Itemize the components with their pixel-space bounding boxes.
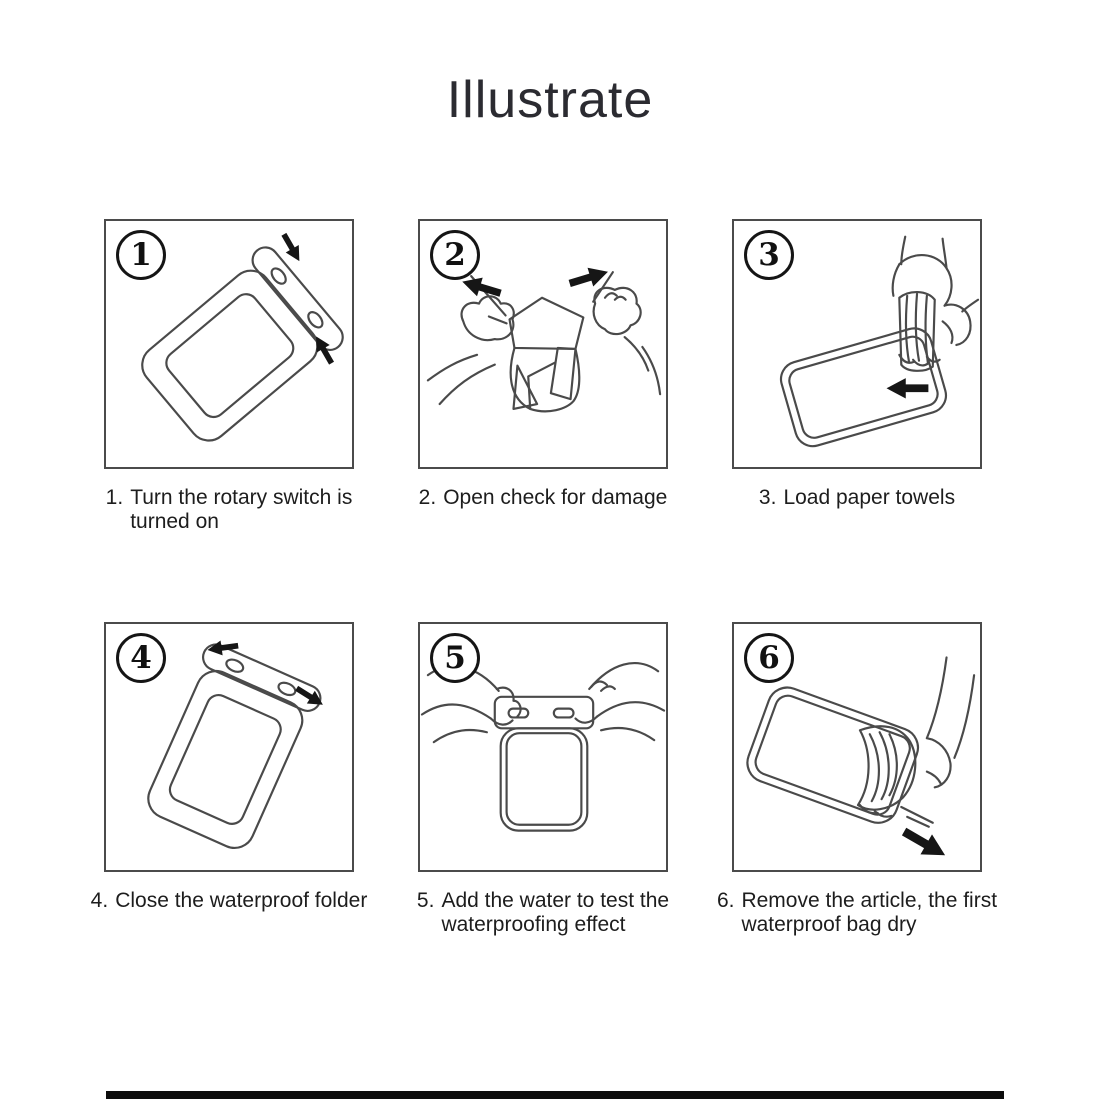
step-card-5 [418, 622, 668, 937]
bag-fold-line [528, 363, 555, 409]
steps-grid [90, 219, 998, 937]
step-number-badge: 4 [116, 633, 166, 683]
step-caption [106, 486, 353, 534]
step-caption [417, 889, 669, 937]
step-box-6 [732, 622, 982, 872]
pouch-body-inner [507, 733, 582, 825]
wrap-stripe [880, 732, 889, 799]
step-caption-text [443, 486, 667, 510]
palm-edge [893, 264, 900, 295]
left-arm [434, 730, 487, 742]
step-card-3 [732, 219, 982, 534]
bag-opening [510, 298, 584, 349]
bag-side-fold [551, 348, 576, 399]
step-caption-number: 5. [416, 889, 435, 912]
step-box-2 [418, 219, 668, 469]
step-caption-number: 3. [758, 486, 777, 509]
right-arm [954, 675, 974, 758]
knuckle-line [615, 297, 626, 300]
bag-left-flap [513, 366, 537, 409]
step-number-badge: 6 [744, 633, 794, 683]
step-caption [419, 486, 668, 510]
step-caption-text [130, 486, 352, 534]
right-arm [927, 657, 947, 738]
arrow-icon [206, 638, 239, 657]
step-number-badge: 5 [430, 633, 480, 683]
right-arm [589, 663, 658, 689]
arrow-icon [887, 378, 929, 398]
step-caption-line: Add the water to test the [441, 889, 670, 912]
step-caption-text [741, 889, 997, 937]
right-arm [601, 728, 654, 740]
knuckle-line [601, 686, 615, 690]
step-caption [759, 486, 955, 510]
step-box-5 [418, 622, 668, 872]
left-finger-line [489, 316, 507, 323]
step-card-2 [418, 219, 668, 534]
knuckle-line [591, 682, 607, 687]
step-box-1 [104, 219, 354, 469]
step-box-4 [104, 622, 354, 872]
step-caption-number: 2. [418, 486, 437, 509]
waterproof-pouch-outline [130, 242, 348, 454]
page-title: Illustrate [446, 71, 654, 129]
step-caption-line: turned on [130, 510, 219, 533]
step-caption-line: waterproofing effect [441, 913, 626, 936]
finger-curl [913, 360, 928, 366]
right-arm [597, 702, 664, 716]
right-hand-palm [945, 305, 971, 345]
step-caption-line: Load paper towels [783, 486, 956, 509]
step-caption-text [441, 889, 669, 937]
step-caption [91, 889, 368, 913]
paper-towel-line [916, 294, 919, 361]
thumb-line [943, 321, 953, 343]
step-card-1 [104, 219, 354, 534]
knuckle-line [605, 293, 617, 297]
step-card-6 [716, 622, 998, 937]
step-caption-number: 1. [105, 486, 124, 509]
pouch-body-outline [501, 728, 588, 830]
step-caption-text [783, 486, 955, 510]
step-card-4 [90, 622, 368, 937]
step-caption-line: Close the waterproof folder [115, 889, 368, 912]
right-arm [642, 347, 660, 394]
step-number-badge: 2 [430, 230, 480, 280]
left-hand [462, 296, 514, 340]
step-caption-line: Open check for damage [443, 486, 668, 509]
step-number-badge: 3 [744, 230, 794, 280]
step-caption [717, 889, 997, 937]
right-arm [625, 337, 649, 370]
step-caption-number: 6. [716, 889, 735, 912]
arrow-icon [898, 822, 951, 866]
paper-towel-line [925, 296, 927, 363]
left-arm [422, 705, 491, 719]
bottom-edge-bar [106, 1091, 1004, 1099]
step-caption-number: 4. [90, 889, 109, 912]
step-box-3 [732, 219, 982, 469]
right-finger [927, 772, 941, 784]
right-arm [962, 300, 978, 312]
clasp-slot [554, 709, 574, 718]
bag-body [511, 348, 580, 411]
step-caption-line: Turn the rotary switch is [130, 486, 353, 509]
step-caption-line: Remove the article, the first [741, 889, 998, 912]
wrap-stripe [870, 734, 879, 801]
step-caption-text [115, 889, 367, 913]
waterproof-pouch-outline [136, 640, 325, 857]
left-arm [440, 365, 495, 404]
step-number-badge: 1 [116, 230, 166, 280]
step-caption-line: waterproof bag dry [741, 913, 917, 936]
